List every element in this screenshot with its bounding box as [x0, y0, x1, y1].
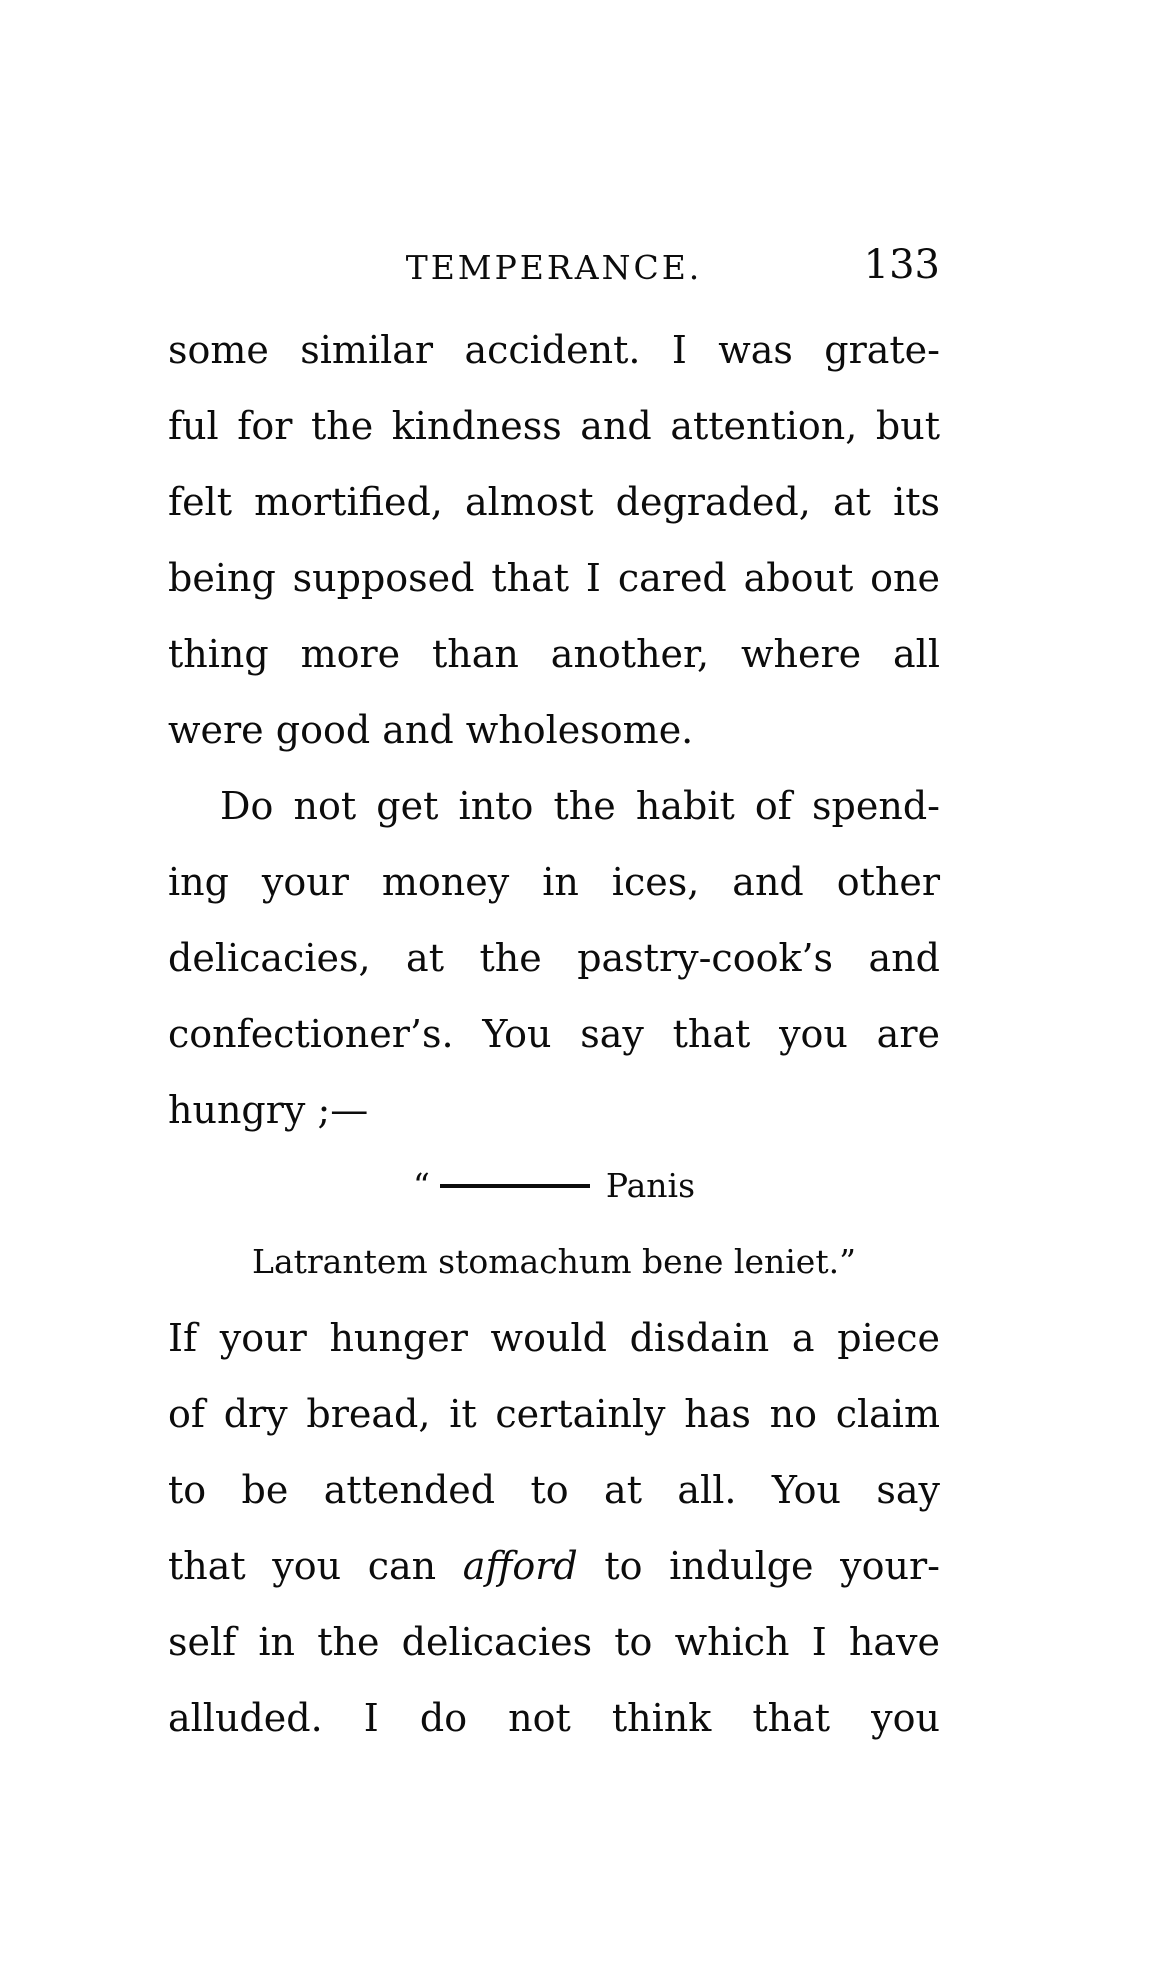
text-line: [168, 464, 940, 540]
text-segment: self in the delicacies to which I have: [168, 1620, 940, 1664]
text-segment: thing more than another, where all: [168, 632, 940, 676]
text-line: [168, 692, 940, 768]
text-line: [168, 1528, 940, 1604]
text-segment: delicacies, at the pastry-cook’s and: [168, 936, 940, 980]
text-segment: ing your money in ices, and other: [168, 860, 940, 904]
text-line: [168, 844, 940, 920]
text-segment: of dry bread, it certainly has no claim: [168, 1392, 940, 1436]
text-segment: ful for the kindness and attention, but: [168, 404, 940, 448]
text-segment: Latrantem stomachum bene leniet.”: [252, 1242, 856, 1281]
text-line: [168, 920, 940, 996]
text-line: [168, 1680, 940, 1756]
text-body: [168, 312, 940, 1756]
text-segment: If your hunger would disdain a piece: [168, 1316, 940, 1360]
text-line: [168, 540, 940, 616]
text-segment: Do not get into the habit of spend-: [220, 784, 940, 828]
text-segment: to indulge your-: [577, 1544, 941, 1588]
quote-dash-rule: [440, 1184, 590, 1188]
text-line: [168, 1376, 940, 1452]
text-line: [168, 1072, 940, 1148]
text-segment: confectioner’s. You say that you are: [168, 1012, 940, 1056]
text-segment: Panis: [605, 1166, 695, 1205]
text-segment: felt mortified, almost degraded, at its: [168, 480, 940, 524]
text-line: [168, 1300, 940, 1376]
text-segment: “: [412, 1166, 430, 1205]
text-segment: some similar accident. I was grate-: [168, 328, 940, 372]
text-line: [168, 996, 940, 1072]
text-line: [168, 312, 940, 388]
chapter-title: TEMPERANCE.: [405, 248, 703, 287]
verse-line: [168, 1224, 940, 1300]
text-segment: hungry ;—: [168, 1088, 369, 1132]
text-segment: to be attended to at all. You say: [168, 1468, 940, 1512]
running-head: [168, 244, 940, 292]
text-line: [168, 768, 940, 844]
italic-word: afford: [462, 1544, 578, 1588]
text-line: [168, 388, 940, 464]
text-line: [168, 1604, 940, 1680]
text-line: [168, 1452, 940, 1528]
text-segment: that you can: [168, 1544, 463, 1588]
text-segment: being supposed that I cared about one: [168, 556, 940, 600]
page-number: 133: [863, 242, 940, 288]
text-segment: were good and wholesome.: [168, 708, 694, 752]
text-segment: alluded. I do not think that you: [168, 1696, 940, 1740]
verse-line: [168, 1148, 940, 1224]
text-line: [168, 616, 940, 692]
